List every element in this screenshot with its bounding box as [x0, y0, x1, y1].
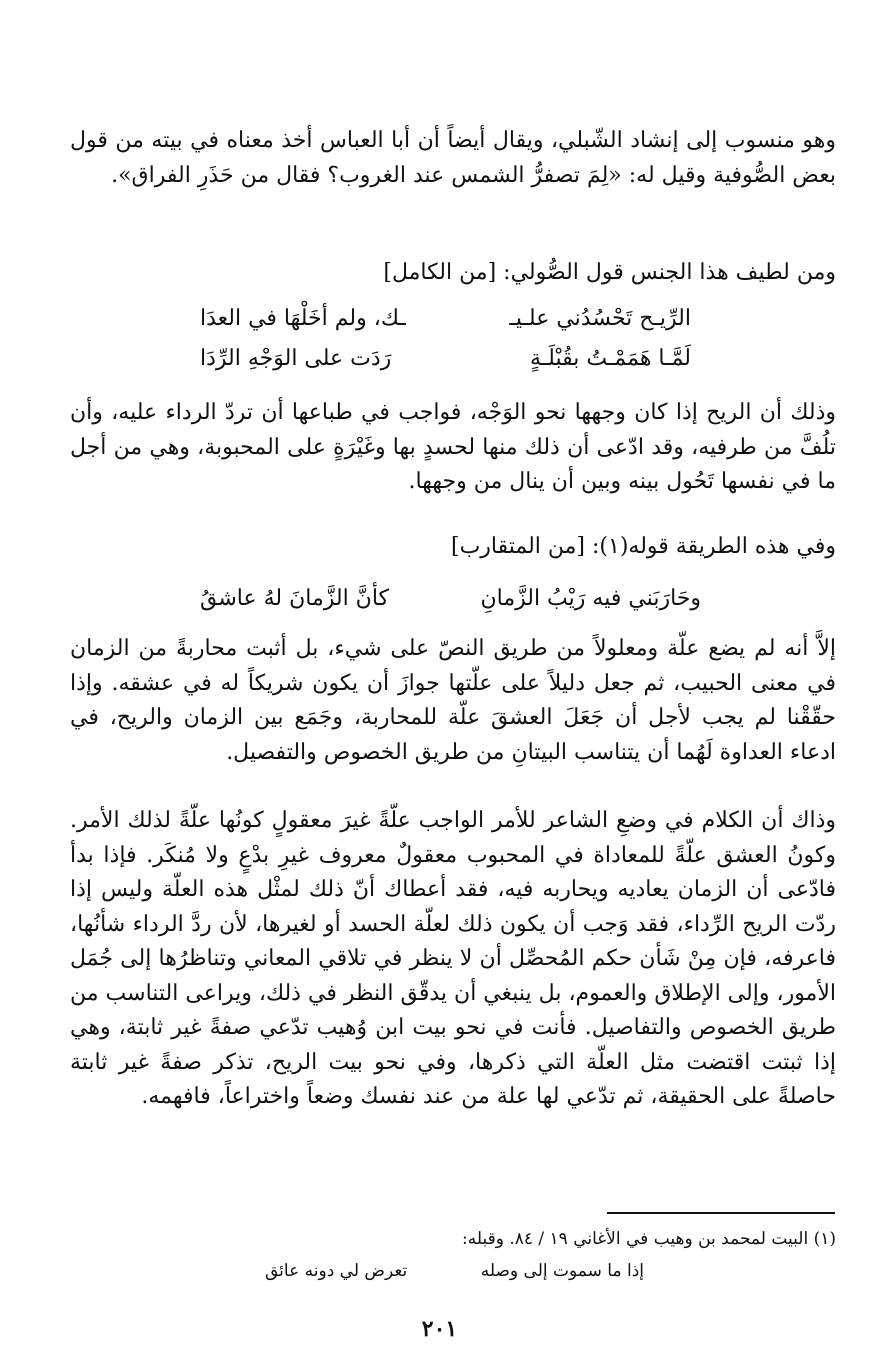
verse-intro-1: ومن لطيف هذا الجنس قول الصُّولي: [من الكامل]	[383, 260, 836, 285]
verse-3-hemistich-right: وحَارَبَني فيه رَيْبُ الزَّمانِ	[480, 586, 701, 611]
paragraph-4: وذاك أن الكلام في وضعِ الشاعر للأمر الواجب علّةً غيرَ معقولٍ كونُها علّةً لذلك الأمر. وكونُ العشق علّةً للمعاداة في المحبوب معقولٌ معروف غيرِ بدْعٍ ولا مُنكَر. فإذا بدأ فادّعى أن الزمان يعاديه ويحاربه فيه، فقد أعطاك أنّ ذلك لمثْل هذه العلّة وليس إذا ردّت الريح الرِّداء، فقد وَجب أن يكون ذلك لعلّة الحسد أو لغيرها، لأن ردَّ الرداء شأنُها، فاعرفه، فإن مِنْ شَأن حكم المُحصِّل أن لا ينظر في تلاقي المعاني وتناظرُها إلى جُمَل الأمور، وإلى الإطلاق والعموم، بل ينبغي أن يدقّق النظر في ذلك، ويراعى التناسب من طريق الخصوص والتفاصيل. فأنت في نحو بيت ابن وُهيب تدّعي صفةً غير ثابتة، وهي إذا ثبتت اقتضت مثل العلّة التي ذكرها، وفي نحو بيت الريح، تذكر صفةً غير ثابتة حاصلةً على الحقيقة، ثم تدّعي لها علة من عند نفسك وضعاً واختراعاً، فافهمه.	[70, 808, 836, 1109]
paragraph-2: وذلك أن الريح إذا كان وجهها نحو الوَجْه، فواجب في طباعها أن تردّ الرداء عليه، وأن تلُفَّ من طرفيه، وقد ادّعى أن ذلك منها لحسدٍ بها وغَيْرَةٍ على المحبوبة، وهي من أجل ما في نفسها تَحُول بينه وبين أن ينال من وجهها.	[70, 400, 836, 494]
paragraph-1: وهو منسوب إلى إنشاد الشّبلي، ويقال أيضاً أن أبا العباس أخذ معناه في بيته من قول بعض الصُّوفية وقيل له: «لِمَ تصفرُّ الشمس عند الغروب؟ فقال من حَذَرِ الفراق».	[70, 128, 837, 188]
verse-3-hemistich-left: كأنَّ الزَّمانَ لهُ عاشقُ	[200, 586, 390, 611]
verse-1-hemistich-right: الرِّيـح تَحْسُدُني علـيـ	[509, 306, 691, 331]
verse-1-hemistich-left: ـك، ولم أخَلْهَا في العدَا	[200, 306, 406, 331]
footnote-separator	[607, 1212, 835, 1214]
footnote-verse-left: تعرض لي دونه عائق	[265, 1261, 408, 1281]
paragraph-3: إلاَّ أنه لم يضع علّة ومعلولاً من طريق النصّ على شيء، بل أثبت محاربةً من الزمان في معنى الحبيب، ثم جعل دليلاً على علّتها جوازَ أن يكون شريكاً له في عشقه. وإذا حقّقْنا لم يجب لأجل أن جَعَلَ العشقَ علّة للمحاربة، وجَمَع بين الزمان والريح، في ادعاء العداوة لَهُما أن يتناسب البيتانِ من طريق الخصوص والتفصيل.	[70, 636, 836, 765]
verse-2-hemistich-right: لَمَّـا هَمَمْـتُ بقُبْلَـةٍ	[529, 346, 691, 371]
verse-2-hemistich-left: رَدَت على الوَجْهِ الرِّدَا	[200, 346, 392, 371]
footnote-verse-right: إذا ما سموت إلى وصله	[480, 1261, 644, 1281]
footnote-text: (١) البيت لمحمد بن وهيب في الأغاني ١٩ / ٨٤. وقبله:	[461, 1229, 836, 1249]
verse-intro-2: وفي هذه الطريقة قوله(١): [من المتقارب]	[450, 534, 836, 559]
page-number: ٢٠١	[421, 1316, 458, 1342]
